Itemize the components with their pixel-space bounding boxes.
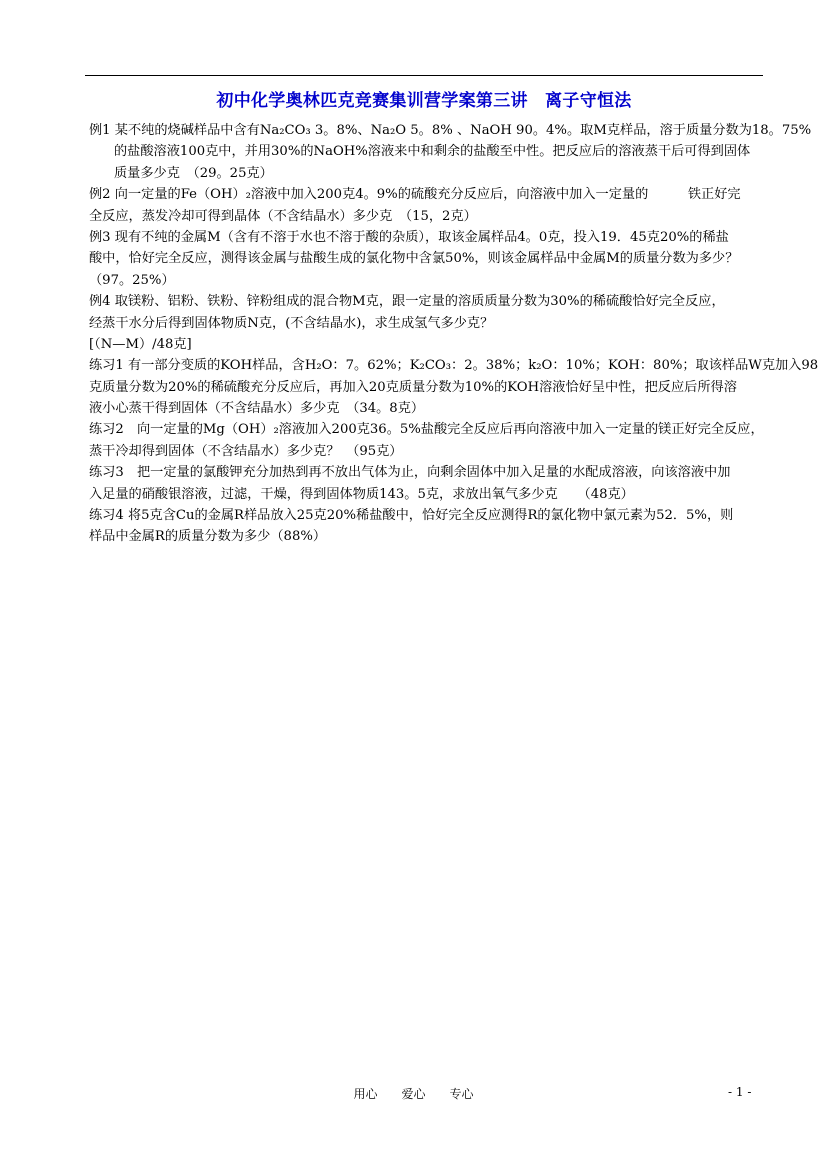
example-1-line-2: 的盐酸溶液100克中，并用30%的NaOH%溶液来中和剩余的盐酸至中性。把反应后的溶液蒸干后可得到固体 [114,144,751,160]
document-body [89,120,819,548]
exercise-4-line-1: 练习4 将5克含Cu的金属R样品放入25克20%稀盐酸中，恰好完全反应测得R的氯化物中氯元素为52．5%，则 [89,508,734,524]
example-3-line-1: 例3 现有不纯的金属M（含有不溶于水也不溶于酸的杂质），取该金属样品4。0克，投入19．45克20%的稀盐 [89,229,729,245]
exercise-3-line-1: 练习3 把一定量的氯酸钾充分加热到再不放出气体为止，向剩余固体中加入足量的水配成溶液，向该溶液中加 [89,465,731,481]
document-title: 初中化学奥林匹克竞赛集训营学案第三讲 离子守恒法 [216,91,632,111]
example-2-line-1: 例2 向一定量的Fe（OH）₂溶液中加入200克4。9%的硫酸充分反应后，向溶液中加入一定量的 铁正好完 [89,187,741,203]
footer-motto: 用心 爱心 专心 [353,1087,474,1101]
example-3-line-2: 酸中，恰好完全反应，测得该金属与盐酸生成的氯化物中含氯50%，则该金属样品中金属M的质量分数为多少？ [89,251,739,267]
page-number: - 1 - [728,1085,752,1099]
exercise-2-line-1: 练习2 向一定量的Mg（OH）₂溶液加入200克36。5%盐酸完全反应后再向溶液中加入一定量的镁正好完全反应， [89,422,764,438]
header-rule [85,75,763,76]
exercise-4-line-2: 样品中金属R的质量分数为多少（88%） [89,529,327,545]
example-3-answer: （97。25%） [89,272,175,288]
example-4-line-1: 例4 取镁粉、铝粉、铁粉、锌粉组成的混合物M克，跟一定量的溶质质量分数为30%的稀硫酸恰好完全反应， [89,294,725,310]
exercise-1-line-3: 液小心蒸干得到固体（不含结晶水）多少克 （34。8克） [89,401,425,417]
exercise-3-line-2: 入足量的硝酸银溶液，过滤，干燥，得到固体物质143。5克，求放出氧气多少克 （48克） [89,486,634,502]
example-1-line-1: 例1 某不纯的烧碱样品中含有Na₂CO₃ 3。8%、Na₂O 5。8% 、NaOH 90。4%。取M克样品，溶于质量分数为18。75% [89,123,812,138]
example-1-line-3: 质量多少克 （29。25克） [114,165,273,181]
example-2-line-2: 全反应，蒸发冷却可得到晶体（不含结晶水）多少克 （15，2克） [89,208,477,224]
example-4-line-2: 经蒸干水分后得到固体物质N克，(不含结晶水)，求生成氢气多少克？ [89,315,494,331]
exercise-2-line-2: 蒸干冷却得到固体（不含结晶水）多少克？ （95克） [89,443,403,459]
exercise-1-line-1: 练习1 有一部分变质的KOH样品，含H₂O：7。62%；K₂CO₃：2。38%；k₂O：10%；KOH：80%；取该样品W克加入98 [89,358,819,374]
exercise-1-line-2: 克质量分数为20%的稀硫酸充分反应后，再加入20克质量分数为10%的KOH溶液恰好呈中性，把反应后所得溶 [89,379,737,395]
example-4-answer: [（N—M）/48克] [89,336,192,352]
